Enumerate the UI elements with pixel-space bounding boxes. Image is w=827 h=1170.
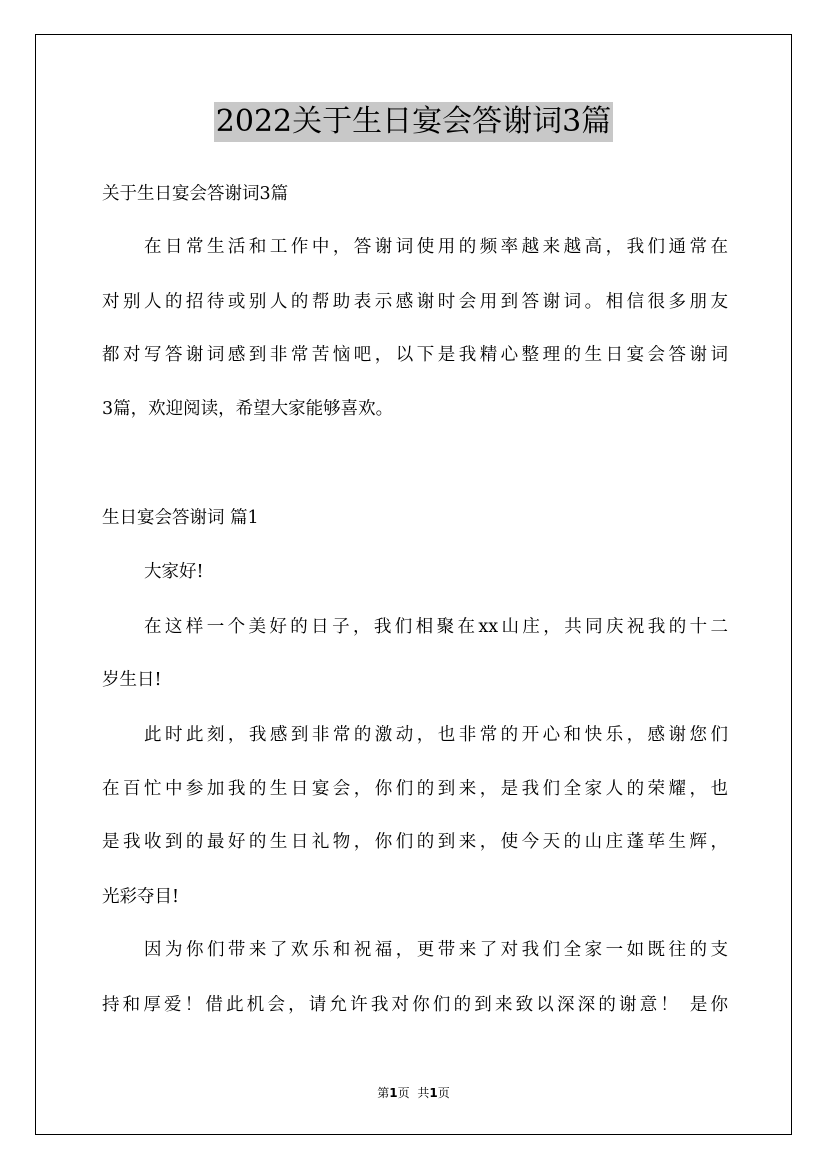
intro-line: 在日常生活和工作中，答谢词使用的频率越来越高，我们通常在	[144, 237, 728, 257]
paragraph-line: 岁生日!	[102, 670, 162, 690]
document-title: 2022关于生日宴会答谢词3篇	[214, 102, 613, 142]
paragraph-line: 此时此刻，我感到非常的激动，也非常的开心和快乐，感谢您们	[144, 725, 728, 745]
total-prefix: 共	[417, 1086, 430, 1100]
subtitle: 关于生日宴会答谢词3篇	[102, 184, 289, 204]
total-pages: 1	[429, 1086, 438, 1100]
paragraph-line: 光彩夺目!	[102, 887, 180, 907]
page-suffix: 页	[397, 1086, 410, 1100]
title-container	[0, 102, 827, 142]
page-prefix: 第	[377, 1086, 390, 1100]
section-heading: 生日宴会答谢词 篇1	[102, 508, 259, 528]
page-footer	[0, 1084, 827, 1101]
intro-line: 3篇，欢迎阅读，希望大家能够喜欢。	[102, 399, 394, 419]
total-suffix: 页	[437, 1086, 450, 1100]
paragraph-line: 持和厚爱！借此机会，请允许我对你们的到来致以深深的谢意！ 是你	[102, 995, 728, 1015]
paragraph-line: 在百忙中参加我的生日宴会，你们的到来，是我们全家人的荣耀，也	[102, 779, 728, 799]
paragraph-line: 是我收到的最好的生日礼物，你们的到来，使今天的山庄蓬荜生辉，	[102, 832, 728, 852]
paragraph-line: 因为你们带来了欢乐和祝福，更带来了对我们全家一如既往的支	[144, 940, 728, 960]
intro-line: 都对写答谢词感到非常苦恼吧，以下是我精心整理的生日宴会答谢词	[102, 345, 728, 365]
greeting: 大家好!	[144, 562, 204, 582]
page-number: 1	[389, 1086, 398, 1100]
intro-line: 对别人的招待或别人的帮助表示感谢时会用到答谢词。相信很多朋友	[102, 292, 728, 312]
paragraph-line: 在这样一个美好的日子，我们相聚在xx山庄，共同庆祝我的十二	[144, 617, 728, 637]
